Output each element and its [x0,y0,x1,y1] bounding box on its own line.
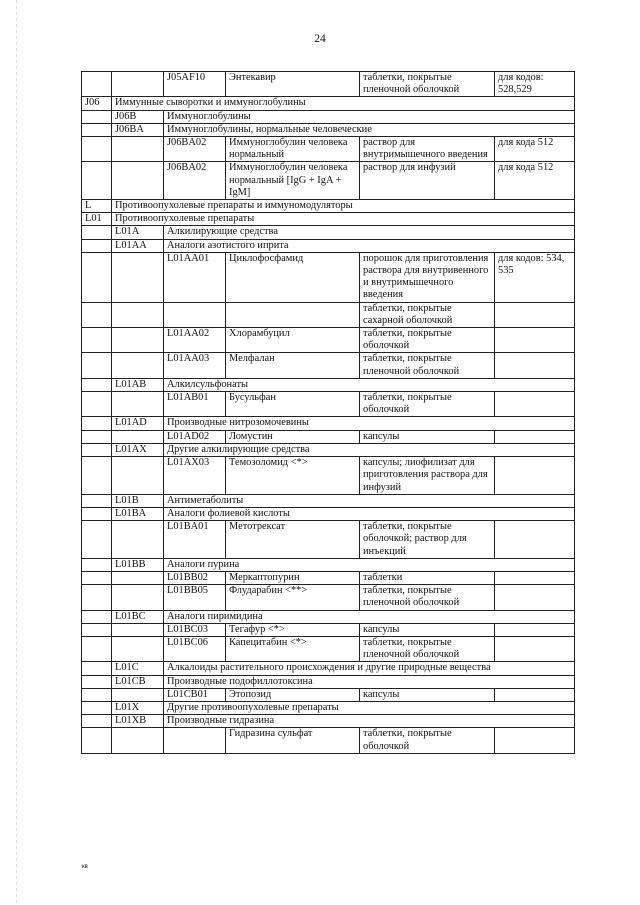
empty-cell [112,457,164,495]
subgroup-name-cell: Производные подофиллотоксина [164,675,575,688]
table-row [82,97,575,110]
empty-cell [82,302,112,327]
empty-cell [82,443,112,456]
dosage-form-cell: порошок для приготовления раствора для внутривенного и внутримышечного введения [360,252,495,302]
empty-cell [112,521,164,559]
atc-code-cell: L01AA02 [164,328,226,353]
empty-cell [82,353,112,378]
atc-code-cell: L01BB02 [164,571,226,584]
dosage-form-cell: таблетки, покрытые пленочной оболочкой [360,353,495,378]
empty-cell [82,507,112,520]
drug-name-cell: Меркаптопурин [226,571,360,584]
table-row [82,392,575,417]
atc-code-cell: L01BA01 [164,521,226,559]
subgroup-name-cell: Иммуноглобулины, нормальные человеческие [164,123,575,136]
drug-name-cell: Бусульфан [226,392,360,417]
table-row [82,226,575,239]
dosage-form-cell: капсулы; лиофилизат для приготовления раствора для инфузий [360,457,495,495]
subgroup-code-cell: L01AB [112,378,164,391]
subgroup-code-cell: L01CB [112,675,164,688]
drug-name-cell: Темозоломид <*> [226,457,360,495]
subgroup-name-cell: Другие алкилирующие средства [164,443,575,456]
note-cell [495,688,575,701]
table-row [82,675,575,688]
table-body [82,72,575,754]
table-row [82,328,575,353]
dosage-form-cell: таблетки, покрытые сахарной оболочкой [360,302,495,327]
table-row [82,72,575,97]
drug-name-cell: Хлорамбуцил [226,328,360,353]
subgroup-code-cell: L01AX [112,443,164,456]
group-code-cell: J06 [82,97,112,110]
drug-name-cell: Мелфалан [226,353,360,378]
empty-cell [112,328,164,353]
dosage-form-cell: раствор для внутримышечного введения [360,137,495,162]
table-row [82,636,575,661]
subgroup-code-cell: L01A [112,226,164,239]
atc-code-cell: L01AA01 [164,252,226,302]
table-row [82,701,575,714]
empty-cell [82,675,112,688]
empty-cell [82,688,112,701]
subgroup-code-cell: L01XB [112,715,164,728]
table-row [82,623,575,636]
empty-cell [82,239,112,252]
drug-name-cell: Энтекавир [226,72,360,97]
empty-cell [112,162,164,200]
atc-code-cell: J06BA02 [164,137,226,162]
empty-cell [82,610,112,623]
subgroup-code-cell: L01X [112,701,164,714]
table-row [82,728,575,753]
empty-cell [112,72,164,97]
empty-cell [112,623,164,636]
drug-name-cell: Капецитабин <*> [226,636,360,661]
table-row [82,417,575,430]
table-row [82,610,575,623]
page-number: 24 [314,33,326,45]
empty-cell [82,162,112,200]
subgroup-code-cell: L01BB [112,558,164,571]
table-row [82,558,575,571]
group-name-cell: Противоопухолевые препараты [112,213,575,226]
empty-cell [82,623,112,636]
table-row [82,123,575,136]
dosage-form-cell: таблетки, покрытые пленочной оболочкой [360,636,495,661]
drug-name-cell: Гидразина сульфат [226,728,360,753]
table-row [82,688,575,701]
dosage-form-cell: раствор для инфузий [360,162,495,200]
table-row [82,457,575,495]
note-cell: для кода 512 [495,162,575,200]
empty-cell [112,571,164,584]
empty-cell [112,252,164,302]
empty-cell [82,728,112,753]
empty-cell [82,123,112,136]
subgroup-name-cell: Другие противоопухолевые препараты [164,701,575,714]
empty-cell [82,137,112,162]
subgroup-name-cell: Производные гидразина [164,715,575,728]
empty-cell [82,328,112,353]
subgroup-name-cell: Производные нитрозомочевины [164,417,575,430]
table-row [82,585,575,610]
empty-cell [82,571,112,584]
dosage-form-cell: таблетки [360,571,495,584]
subgroup-name-cell: Антиметаболиты [164,494,575,507]
subgroup-name-cell: Аналоги фолиевой кислоты [164,507,575,520]
atc-code-cell: L01BC06 [164,636,226,661]
empty-cell [82,701,112,714]
table-row [82,302,575,327]
empty-cell [82,715,112,728]
table-row [82,353,575,378]
note-cell [495,353,575,378]
dosage-form-cell: таблетки, покрытые оболочкой [360,328,495,353]
note-cell [495,328,575,353]
note-cell [495,636,575,661]
dosage-form-cell: таблетки, покрытые оболочкой; раствор для инъекций [360,521,495,559]
drug-name-cell: Тегафур <*> [226,623,360,636]
empty-cell [112,728,164,753]
subgroup-code-cell: L01BC [112,610,164,623]
empty-cell [82,585,112,610]
dosage-form-cell: таблетки, покрытые пленочной оболочкой [360,585,495,610]
subgroup-name-cell: Алкилирующие средства [164,226,575,239]
empty-cell [82,378,112,391]
empty-cell [112,353,164,378]
drug-name-cell: Иммуноглобулин человека нормальный [226,137,360,162]
note-cell: для кодов: 534, 535 [495,252,575,302]
dosage-form-cell: капсулы [360,688,495,701]
empty-cell [82,457,112,495]
group-code-cell: L [82,200,112,213]
table-row [82,110,575,123]
empty-cell [82,494,112,507]
empty-cell [112,430,164,443]
drug-name-cell: Метотрексат [226,521,360,559]
empty-cell [82,558,112,571]
subgroup-code-cell: L01C [112,662,164,675]
atc-code-cell [164,728,226,753]
empty-cell [112,688,164,701]
empty-cell [82,226,112,239]
table-row [82,162,575,200]
drug-name-cell [226,302,360,327]
drug-name-cell: Иммуноглобулин человека нормальный [IgG + IgA + IgM] [226,162,360,200]
subgroup-name-cell: Алкалоиды растительного происхождения и другие природные вещества [164,662,575,675]
empty-cell [112,636,164,661]
subgroup-name-cell: Иммуноглобулины [164,110,575,123]
subgroup-code-cell: L01B [112,494,164,507]
table-row [82,378,575,391]
atc-code-cell [164,302,226,327]
empty-cell [112,137,164,162]
atc-code-cell: J05AF10 [164,72,226,97]
atc-code-cell: L01BB05 [164,585,226,610]
empty-cell [82,72,112,97]
subgroup-code-cell: L01AD [112,417,164,430]
drug-name-cell: Этопозид [226,688,360,701]
drug-classification-table [81,71,575,754]
table-row [82,662,575,675]
subgroup-name-cell: Аналоги пурина [164,558,575,571]
empty-cell [112,585,164,610]
dosage-form-cell: капсулы [360,430,495,443]
group-code-cell: L01 [82,213,112,226]
empty-cell [82,110,112,123]
atc-code-cell: L01AB01 [164,392,226,417]
table-row [82,571,575,584]
subgroup-name-cell: Алкилсульфонаты [164,378,575,391]
table-row [82,443,575,456]
note-cell: для кодов: 528,529 [495,72,575,97]
empty-cell [82,417,112,430]
table-row [82,252,575,302]
empty-cell [82,521,112,559]
subgroup-code-cell: L01BA [112,507,164,520]
group-name-cell: Иммунные сыворотки и иммуноглобулины [112,97,575,110]
dosage-form-cell: таблетки, покрытые пленочной оболочкой [360,72,495,97]
atc-code-cell: L01AA03 [164,353,226,378]
empty-cell [112,392,164,417]
drug-name-cell: Ломустин [226,430,360,443]
table-row [82,507,575,520]
drug-name-cell: Циклофосфамид [226,252,360,302]
subgroup-code-cell: J06BA [112,123,164,136]
footer-mark: кв [82,864,88,870]
table-row [82,521,575,559]
empty-cell [82,392,112,417]
note-cell [495,521,575,559]
table-row [82,715,575,728]
scan-edge [16,0,17,905]
empty-cell [82,252,112,302]
atc-code-cell: L01AD02 [164,430,226,443]
subgroup-name-cell: Аналоги пиримидина [164,610,575,623]
table-row [82,494,575,507]
atc-code-cell: L01AX03 [164,457,226,495]
subgroup-code-cell: L01AA [112,239,164,252]
empty-cell [82,662,112,675]
empty-cell [112,302,164,327]
dosage-form-cell: таблетки, покрытые оболочкой [360,728,495,753]
subgroup-name-cell: Аналоги азотистого иприта [164,239,575,252]
empty-cell [82,430,112,443]
note-cell [495,302,575,327]
note-cell: для кода 512 [495,137,575,162]
subgroup-code-cell: J06B [112,110,164,123]
table-row [82,239,575,252]
table-row [82,200,575,213]
note-cell [495,457,575,495]
table-row [82,430,575,443]
note-cell [495,585,575,610]
atc-code-cell: L01CB01 [164,688,226,701]
table-row [82,213,575,226]
group-name-cell: Противоопухолевые препараты и иммуномодуляторы [112,200,575,213]
atc-code-cell: J06BA02 [164,162,226,200]
dosage-form-cell: таблетки, покрытые оболочкой [360,392,495,417]
note-cell [495,728,575,753]
drug-name-cell: Флударабин <**> [226,585,360,610]
dosage-form-cell: капсулы [360,623,495,636]
note-cell [495,623,575,636]
table-row [82,137,575,162]
empty-cell [82,636,112,661]
note-cell [495,392,575,417]
note-cell [495,430,575,443]
atc-code-cell: L01BC03 [164,623,226,636]
note-cell [495,571,575,584]
